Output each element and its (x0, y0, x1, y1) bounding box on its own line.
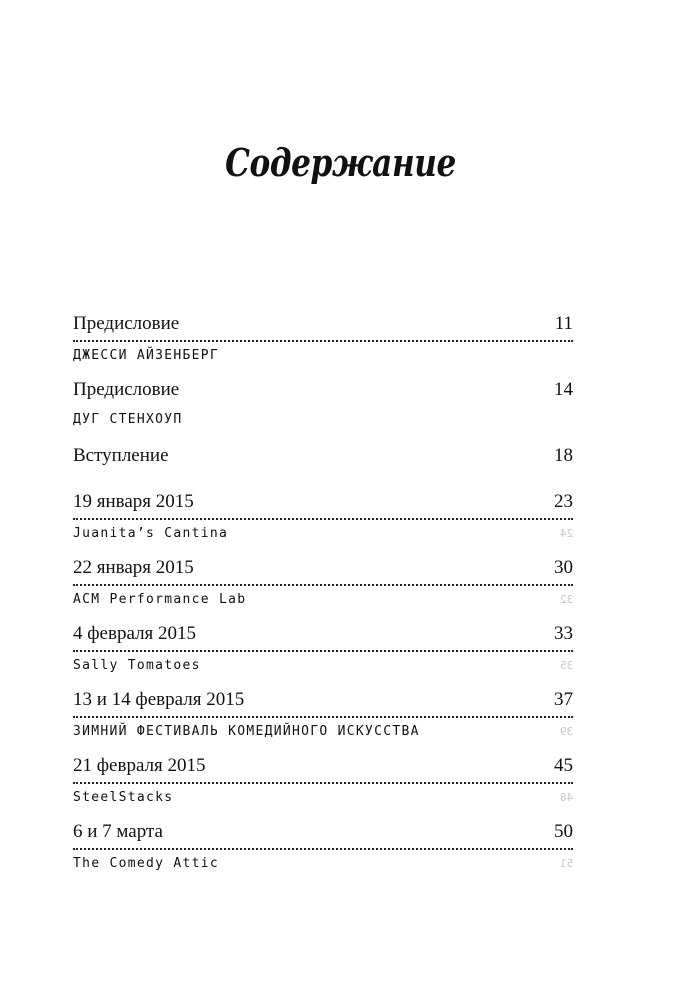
toc-entry-ghost-number: 51 (559, 857, 573, 870)
toc-entry-ghost-number: 24 (559, 527, 573, 540)
toc-entry-row (73, 754, 573, 784)
toc-entry[interactable] (73, 622, 573, 688)
toc-entry-sub-row (73, 348, 573, 370)
toc-entry[interactable] (73, 820, 573, 886)
toc-entry-sublabel: ЗИМНИЙ ФЕСТИВАЛЬ КОМЕДИЙНОГО ИСКУССТВА (73, 724, 420, 739)
toc-entry-row (73, 312, 573, 342)
toc-entry-ghost-number: 39 (559, 725, 573, 738)
toc-entry-label: 22 января 2015 (73, 557, 194, 578)
toc-entry-label: 4 февраля 2015 (73, 623, 197, 644)
toc-entry-sublabel: ДУГ СТЕНХОУП (73, 412, 183, 427)
toc-entry-sublabel: ДЖЕССИ АЙЗЕНБЕРГ (73, 348, 220, 363)
toc-entry-page: 33 (554, 623, 573, 644)
toc-entry-sublabel: Sally Tomatoes (73, 658, 201, 673)
toc-entry[interactable] (73, 490, 573, 556)
toc-entry-label: Вступление (73, 445, 169, 466)
toc-entry-label: 19 января 2015 (73, 491, 194, 512)
toc-entry-page: 14 (554, 379, 573, 400)
toc-entry-page: 11 (554, 313, 573, 334)
toc-entry-page: 18 (554, 445, 573, 466)
toc-entry[interactable] (73, 556, 573, 622)
toc-entry-page: 37 (554, 689, 573, 710)
toc-entry-row (73, 556, 573, 586)
toc-entry[interactable] (73, 688, 573, 754)
toc-entry[interactable] (73, 378, 573, 444)
toc-entry-row (73, 378, 573, 406)
toc-entry-sub-row (73, 724, 573, 746)
toc-entry-label: Предисловие (73, 313, 180, 334)
toc-entry-label: 13 и 14 февраля 2015 (73, 689, 245, 710)
toc-entry-label: 21 февраля 2015 (73, 755, 206, 776)
toc-entry-sub-row (73, 658, 573, 680)
toc-entry-sublabel: ACM Performance Lab (73, 592, 247, 607)
toc-entry[interactable] (73, 754, 573, 820)
toc-entry-ghost-number: 35 (559, 659, 573, 672)
toc-entry-sublabel: Juanita’s Cantina (73, 526, 229, 541)
toc-entry-sublabel: SteelStacks (73, 790, 174, 805)
toc-entry-page: 45 (554, 755, 573, 776)
toc-entry-row (73, 444, 573, 472)
toc-entry-sub-row (73, 790, 573, 812)
toc-entry-ghost-number: 48 (559, 791, 573, 804)
toc-entry[interactable] (73, 444, 573, 490)
toc-entry-sub-row (73, 412, 573, 434)
toc-entry-row (73, 820, 573, 850)
toc-entry-sub-row (73, 526, 573, 548)
toc-entry-page: 30 (554, 557, 573, 578)
toc-entry-label: 6 и 7 марта (73, 821, 163, 842)
toc-entry-sub-row (73, 856, 573, 878)
page-title: Содержание (225, 140, 456, 185)
toc-entry-label: Предисловие (73, 379, 180, 400)
toc-entry-row (73, 490, 573, 520)
toc-entry-ghost-number: 32 (559, 593, 573, 606)
toc-entry-page: 23 (554, 491, 573, 512)
toc-entry-row (73, 688, 573, 718)
toc-entry-row (73, 622, 573, 652)
toc-entry-page: 50 (554, 821, 573, 842)
toc-entry[interactable] (73, 312, 573, 378)
toc-entry-sublabel: The Comedy Attic (73, 856, 220, 871)
toc-entry-sub-row (73, 592, 573, 614)
table-of-contents (73, 312, 573, 886)
